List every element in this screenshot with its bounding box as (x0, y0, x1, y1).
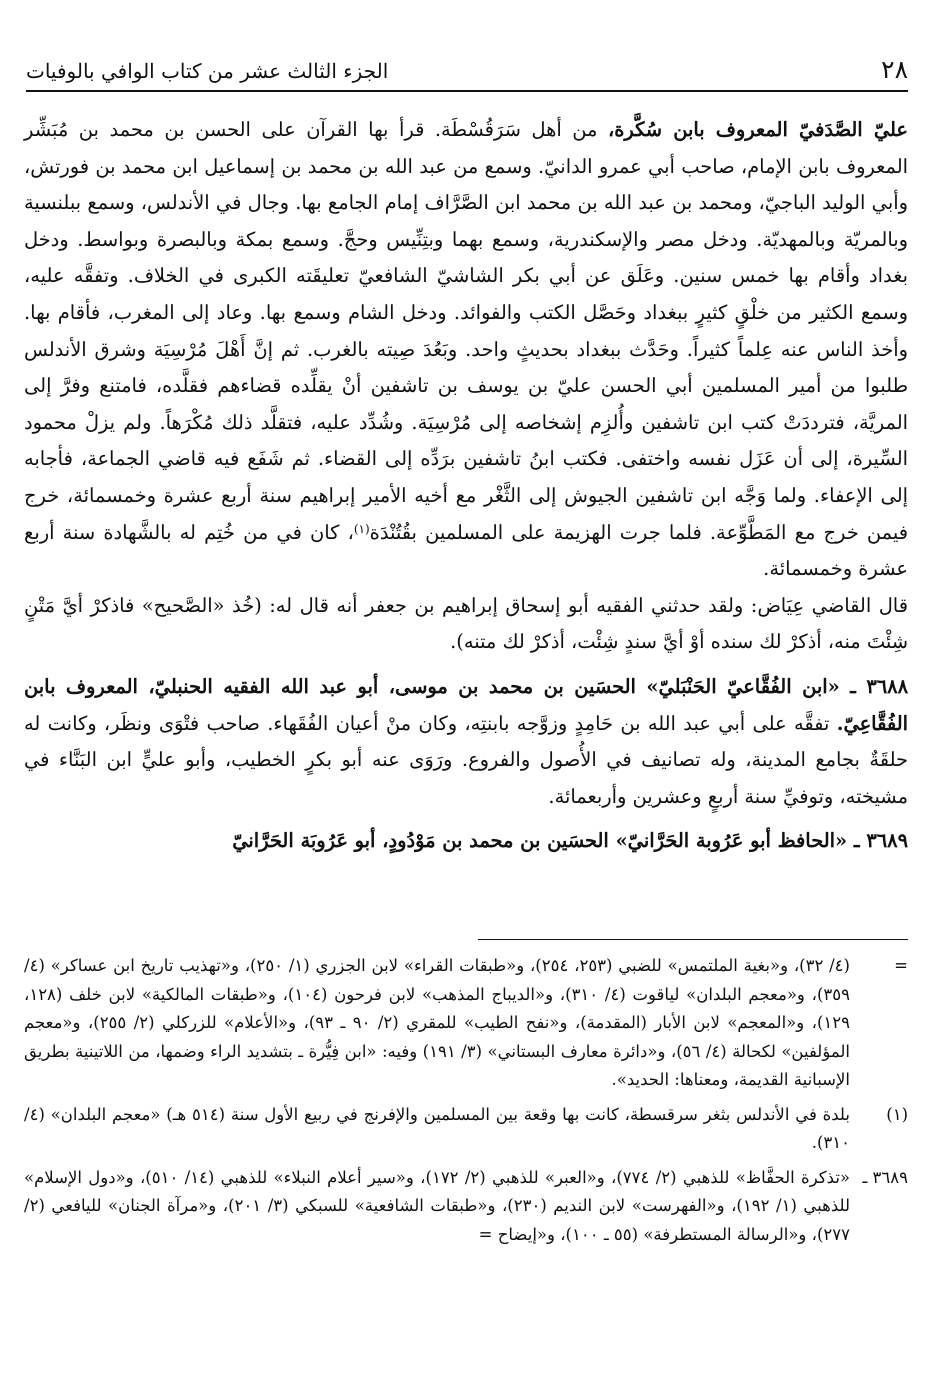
footnote (24, 1164, 908, 1250)
page-header (26, 52, 908, 92)
footnote (24, 952, 908, 1095)
entry-3688-text: تفقَّه على أبي عبد الله بن حَامِدٍ وزوَّجه بابنتِه، وكان منْ أعيان الفُقَهاء. صاحب فتْوَى ونظَر، وكانت له حلقَةٌ بجامع المدينة، وله تصانيف في الأُصول والفروع. ورَوَى عنه أبو بكرٍ الخطيب، وأبو عليٍّ ابن البَنَّاء في مشيخته، وتوفيِّ سنة أربعٍ وعشرين وأربعمائة. (24, 711, 908, 808)
footnote (24, 1101, 908, 1158)
footnote-reference: (١) (353, 521, 370, 536)
qadi-quote-paragraph: قال القاضي عِيَاض: ولقد حدثني الفقيه أبو إسحاق إبراهيم بن جعفر أنه قال له: (خُذ «الصَّحيح» فاذكرْ أيَّ مَتْنٍ شِئْتَ منه، أذكرْ لك سنده أوْ أيَّ سندٍ شِئْت، أذكرْ لك متنه). (24, 593, 908, 654)
entry-3689 (24, 823, 908, 860)
biography-text: من أهل سَرَقُسْطَة. قرأ بها القرآن على الحسن بن محمد بن مُبَشِّر المعروف بابن الإمام، صاحب أبي عمرو الدانيّ. وسمع من عبد الله بن محمد بن إسماعيل ابن محمد بن فورتش، وأبي الوليد الباجيّ، ومحمد بن عبد الله بن محمد ابن الصَّرَّاف إمام الجامع بها. وجال في الأندلس، وسمع ببلنسية وبالمريّة وبالمهديّة. ودخل مصر والإسكندرية، وسمع بهما وبتِنِّيس وحجَّ. وسمع بمكة وبالبصرة وبواسط. ودخل بغداد وأقام بها خمس سنين. وعَلَق عن أبي بكر الشاشيّ الشافعيّ تعليقَته الكبرى في الخلاف. وتفقَّه عليه، وسمع الكثير من خلْقٍ كثيرٍ ببغداد وحَصَّل الكتب والفوائد. ودخل الشام وسمع بها. وعاد إلى المغرب، فأقام بها. وأخذ الناس عنه عِلماً كثيراً. وحَدَّث ببغداد بحديثٍ واحد. وبَعُدَ صِيته بالغرب. ثم إنَّ أَهْلَ مُرْسِيَة وشرق الأندلس طلبوا من أمير المسلمين أبي الحسن عليّ بن يوسف بن تاشفين أنْ يقلِّده قضاءهم فقلَّده، فامتنع وفرَّ إلى المريَّة، فترددَتْ كتب ابن تاشفين وأُلزِم إشخاصه إلى مُرْسِيَة. وشُدِّد عليه، فتقلَّد ذلك مُكْرَهاً. ولم يزلْ محمود السِّيرة، إلى أن عَزَل نفسه واختفى. فكتب ابنُ تاشفين برَدِّه إلى القضاء. ثم شَفَع فيه قاضي الجماعة، فأجابه إلى الإعفاء. ولما وَجَّه ابن تاشفين الجيوش إلى الثَّغْر مع أخيه الأمير إبراهيم سنة أربع عشرة وخمسمائة، خرج فيمن خرج مع المَطَّوِّعة. فلما جرت الهزيمة على المسلمين بقُتُنْدَة (24, 118, 908, 544)
continuation-paragraph (24, 112, 908, 588)
page-number: ٢٨ (881, 55, 908, 84)
entry-3688 (24, 669, 908, 815)
entry-3688-heading: ٣٦٨٨ ـ «ابن الفُقَّاعيّ الحَنْبَليّ» الحسَين بن محمد بن موسى، أبو عبد الله الفقيه الحنبليّ، المعروف بابن الفُقَّاعِيّ. (24, 674, 908, 735)
footnote-marker: ٣٦٨٩ ـ (862, 1167, 908, 1187)
footnote-text: (٤/ ٣٢)، و«بغية الملتمس» للضبي (٢٥٣، ٢٥٤)، و«طبقات القراء» لابن الجزري (١/ ٢٥٠)، و«تهذيب تاريخ ابن عساكر» (٤/ ٣٥٩)، و«معجم البلدان» لياقوت (٤/ ٣١٠)، و«الديباج المذهب» لابن فرحون (١٠٤)، و«طبقات المالكية» لابن خلف (١٢٨، ١٢٩)، و«المعجم» لابن الأبار (المقدمة)، و«نفح الطيب» للمقري (٢/ ٩٠ ـ ٩٣)، و«الأعلام» للزركلي (٢/ ٢٥٥)، و«معجم المؤلفين» لكحالة (٤/ ٥٦)، و«دائرة معارف البستاني» (٣/ ١٩١) وفيه: «ابن فِيُّرة ـ بتشديد الراء وضمها، من اللاتينية بطريق الإسبانية القديمة، ومعناها: الحديد». (24, 956, 851, 1089)
running-title: الجزء الثالث عشر من كتاب الوافي بالوفيات (26, 59, 389, 83)
footnote-text: «تذكرة الحفَّاظ» للذهبي (٢/ ٧٧٤)، و«العبر» للذهبي (٢/ ١٧٢)، و«سير أعلام النبلاء» للذهبي (١٤/ ٥١٠)، و«دول الإسلام» للذهبي (١/ ١٩٢)، و«الفهرست» لابن النديم (٢٣٠)، و«طبقات الشافعية» للسبكي (٣/ ٢٠١)، و«مرآة الجنان» لليافعي (٢/ ٢٧٧)، و«الرسالة المستطرفة» (٥٥ ـ ١٠٠)، و«إيضاح = (24, 1167, 851, 1244)
footnote-marker: = (894, 956, 908, 975)
biography-text-end: ، كان في من خُتِم له بالشَّهادة سنة أربع عشرة وخمسمائة. (24, 520, 908, 581)
footnote-separator (478, 939, 908, 940)
biography-name: عليّ الصَّدَفيّ المعروف بابن سُكَّرة، (607, 118, 908, 141)
footnote-marker: (١) (886, 1104, 908, 1124)
footnotes (24, 952, 908, 1255)
footnote-text: بلدة في الأندلس بثغر سرقسطة، كانت بها وقعة بين المسلمين والإفرنج في ربيع الأول سنة (٥١٤ هـ) «معجم البلدان» (٤/ ٣١٠). (24, 1104, 850, 1152)
main-text (24, 112, 908, 860)
entry-3689-heading: ٣٦٨٩ ـ «الحافظ أبو عَرُوبة الحَرَّانيّ» الحسَين بن محمد بن مَوْدُودٍ، أبو عَرُوبَة الحَرَّانيّ (232, 829, 908, 853)
